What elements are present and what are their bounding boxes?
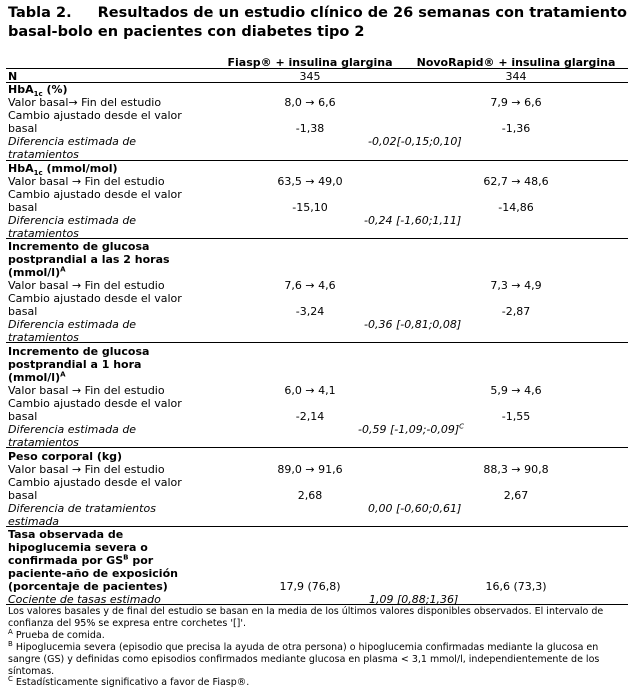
basal-label: Valor basal → Fin del estudio	[8, 175, 165, 188]
change-label-cont: basal	[8, 305, 38, 318]
change-label-cont: basal	[8, 201, 38, 214]
change-novorapid-value: 2,67	[503, 489, 529, 502]
diff-label-cont: tratamientos	[8, 436, 79, 449]
footnote-b: $^B$ Hipoglucemia severa (episodio que precisa la ayuda de otra persona) o hipoglucemia confirmadas mediante la glucosa en	[8, 639, 599, 653]
section-title-hypo-gs: confirmada por $GS^B$ por	[8, 553, 154, 567]
n-novorapid: 344	[505, 70, 527, 83]
section-title-glucose-1h-unit: (mmol/l)$^A$	[8, 370, 66, 384]
basal-label: Valor basal → Fin del estudio	[8, 279, 165, 292]
n-rule	[6, 82, 628, 83]
change-label: Cambio ajustado desde el valor	[8, 109, 182, 122]
change-label-cont: basal	[8, 489, 38, 502]
section-title-glucose-2h-unit: (mmol/l)$^A$	[8, 265, 66, 279]
change-label: Cambio ajustado desde el valor	[8, 397, 182, 410]
header-rule	[6, 68, 628, 69]
diff-value: -0,36 [-0,81;0,08]	[364, 318, 462, 331]
section-rule	[6, 342, 628, 343]
change-novorapid-value: -1,36	[501, 122, 531, 135]
section-title-glucose-2h-cont: postprandial a las 2 horas	[8, 253, 170, 266]
basal-novorapid-value: 7,9 → 6,6	[490, 96, 542, 109]
basal-novorapid-value: 62,7 → 48,6	[483, 175, 549, 188]
section-title-hypo-pct: (porcentaje de pacientes)	[8, 580, 168, 593]
footnote-a: $^A$ Prueba de comida.	[8, 627, 105, 641]
section-title-hypo-exposure: paciente-año de exposición	[8, 567, 178, 580]
footnote-b-cont: sangre (GS) y definidas como episodios confirmados mediante glucosa en plasma < 3,1 mmol/l, independientemente de los	[8, 654, 600, 665]
diff-label-cont: tratamientos	[8, 227, 79, 240]
basal-label: Valor basal → Fin del estudio	[8, 384, 165, 397]
change-fiasp-value: 2,68	[297, 489, 323, 502]
basal-novorapid-value: 5,9 → 4,6	[490, 384, 542, 397]
diff-label: Diferencia estimada de	[8, 135, 137, 148]
change-label: Cambio ajustado desde el valor	[8, 292, 182, 305]
section-title-hba1c-pct: HbA$_{1c}$ (%)	[8, 83, 68, 99]
section-title-glucose-1h: Incremento de glucosa	[8, 345, 150, 358]
diff-label-cont: tratamientos	[8, 148, 79, 161]
section-rule	[6, 238, 628, 239]
footnote-main: Los valores basales y de final del estudio se basan en la media de los últimos valores disponibles observados. El intervalo de	[8, 606, 604, 617]
ratio-value: 1,09 [0,88;1,36]	[369, 593, 459, 606]
change-fiasp-value: -15,10	[292, 201, 328, 214]
hypo-fiasp-value: 17,9 (76,8)	[279, 580, 341, 593]
basal-fiasp-value: 8,0 → 6,6	[284, 96, 336, 109]
section-title-glucose-1h-cont: postprandial a 1 hora	[8, 358, 142, 371]
diff-label-cont: tratamientos	[8, 331, 79, 344]
diff-label: Diferencia estimada de	[8, 214, 137, 227]
change-fiasp-value: -1,38	[295, 122, 325, 135]
section-title-hba1c-mmol: HbA$_{1c}$ (mmol/mol)	[8, 162, 118, 178]
col-header-novorapid: NovoRapid® + insulina glargina	[416, 56, 616, 69]
ratio-label: Cociente de tasas estimado	[8, 593, 161, 606]
diff-label-cont: estimada	[8, 515, 60, 528]
diff-label: Diferencia estimada de	[8, 318, 137, 331]
table-title	[8, 4, 628, 42]
footnote-c: $^C$ Estadísticamente significativo a favor de Fiasp®.	[8, 674, 250, 688]
basal-label: Valor basal→ Fin del estudio	[8, 96, 162, 109]
table-bottom-rule	[6, 604, 628, 605]
change-novorapid-value: -14,86	[498, 201, 534, 214]
diff-value: -0,02[-0,15;0,10]	[368, 135, 462, 148]
basal-novorapid-value: 88,3 → 90,8	[483, 463, 549, 476]
change-label: Cambio ajustado desde el valor	[8, 476, 182, 489]
section-rule	[6, 160, 628, 161]
change-label-cont: basal	[8, 410, 38, 423]
section-title-weight: Peso corporal (kg)	[8, 450, 123, 463]
footnote-main-cont: confianza del 95% se expresa entre corchetes '[]'.	[8, 618, 247, 629]
basal-fiasp-value: 6,0 → 4,1	[284, 384, 336, 397]
diff-label: Diferencia estimada de	[8, 423, 137, 436]
hypo-novorapid-value: 16,6 (73,3)	[485, 580, 547, 593]
basal-fiasp-value: 7,6 → 4,6	[284, 279, 336, 292]
diff-label: Diferencia de tratamientos	[8, 502, 156, 515]
table-title-text: Resultados de un estudio clínico de 26 semanas con tratamiento basal-bolo en pacientes con diabetes tipo 2	[8, 5, 627, 40]
change-fiasp-value: -2,14	[295, 410, 325, 423]
diff-value: 0,00 [-0,60;0,61]	[368, 502, 462, 515]
change-label: Cambio ajustado desde el valor	[8, 188, 182, 201]
section-title-hypo-cont: hipoglucemia severa o	[8, 541, 148, 554]
basal-label: Valor basal → Fin del estudio	[8, 463, 165, 476]
basal-fiasp-value: 63,5 → 49,0	[277, 175, 343, 188]
change-novorapid-value: -2,87	[501, 305, 531, 318]
basal-fiasp-value: 89,0 → 91,6	[277, 463, 343, 476]
basal-novorapid-value: 7,3 → 4,9	[490, 279, 542, 292]
n-label: N	[8, 70, 18, 83]
n-fiasp: 345	[299, 70, 321, 83]
diff-value: -0,59 [-1,09;-0,09]$^C$	[358, 422, 465, 436]
change-fiasp-value: -3,24	[295, 305, 325, 318]
footnote-b-cont2: síntomas.	[8, 666, 55, 677]
section-title-hypo: Tasa observada de	[8, 528, 124, 541]
section-rule	[6, 447, 628, 448]
diff-value: -0,24 [-1,60;1,11]	[364, 214, 462, 227]
section-title-glucose-2h: Incremento de glucosa	[8, 240, 150, 253]
table-number: Tabla 2.	[8, 5, 72, 21]
change-label-cont: basal	[8, 122, 38, 135]
change-novorapid-value: -1,55	[501, 410, 531, 423]
col-header-fiasp: Fiasp® + insulina glargina	[227, 56, 393, 69]
section-rule	[6, 526, 628, 527]
